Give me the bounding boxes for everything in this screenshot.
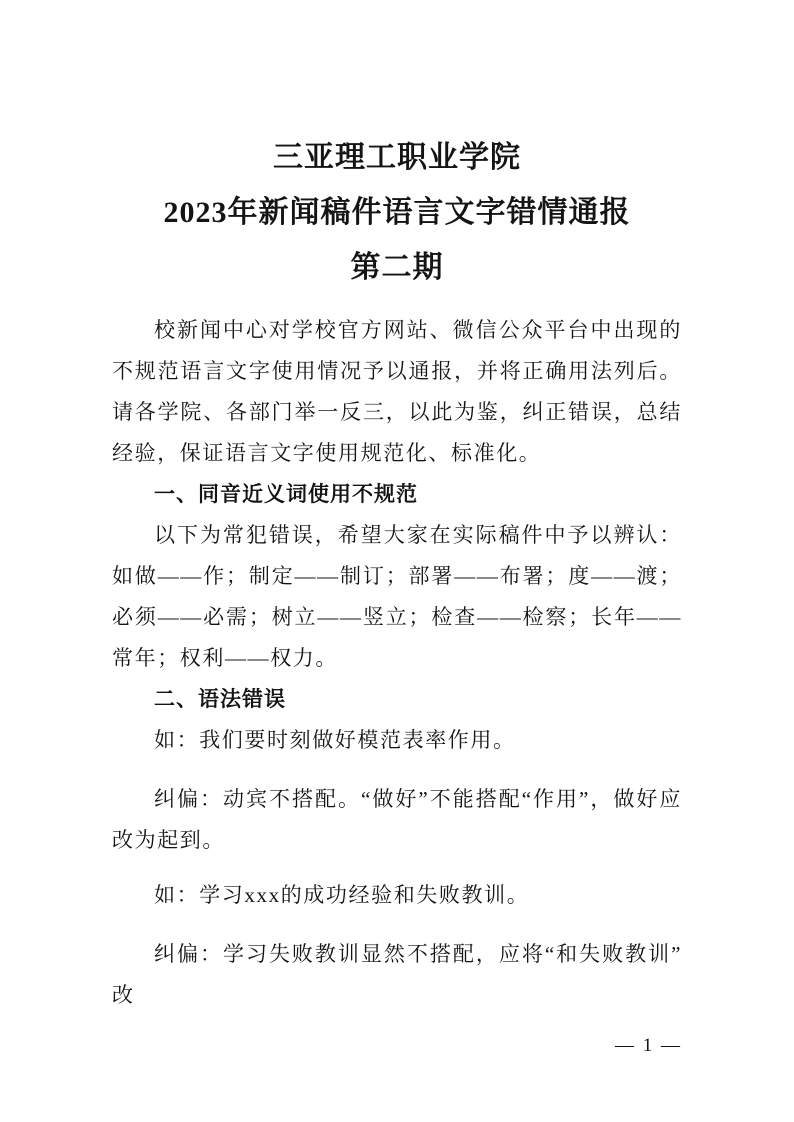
section-1-heading: 一、同音近义词使用不规范 bbox=[154, 483, 418, 506]
section-1-paragraph: 以下为常犯错误，希望大家在实际稿件中予以辨认：如做——作；制定——制订；部署——布署；度——渡；必须——必需；树立——竖立；检查——检察；长年——常年；权利——权力。 bbox=[112, 523, 682, 670]
section-2-example-1: 如：我们要时刻做好模范表率作用。 bbox=[154, 728, 516, 752]
section-2-heading: 二、语法错误 bbox=[154, 688, 286, 711]
section-2-correction-1: 纠偏：动宾不搭配。“做好”不能搭配“作用”，做好应改为起到。 bbox=[112, 787, 682, 852]
doc-title-line-1: 三亚理工职业学院 bbox=[273, 141, 521, 174]
section-2-correction-2: 纠偏：学习失败教训显然不搭配，应将“和失败教训”改 bbox=[112, 942, 682, 1007]
intro-paragraph: 校新闻中心对学校官方网站、微信公众平台中出现的不规范语言文字使用情况予以通报，并将正确用法列后。请各学院、各部门举一反三，以此为鉴，纠正错误，总结经验，保证语言文字使用规范化、标准化。 bbox=[112, 318, 682, 465]
section-2-example-2: 如：学习xxx的成功经验和失败教训。 bbox=[154, 883, 530, 907]
doc-title-line-2: 2023年新闻稿件语言文字错情通报 bbox=[163, 196, 631, 229]
doc-title-line-3: 第二期 bbox=[350, 251, 444, 284]
page-number: — 1 — bbox=[615, 1035, 682, 1056]
